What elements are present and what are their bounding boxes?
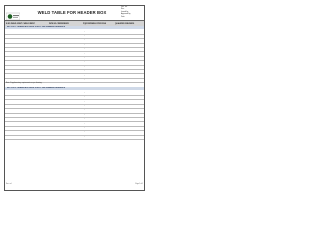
table-cell: 12 xyxy=(5,78,8,80)
table-cell: WELDER ID XX-XXX xyxy=(114,74,129,76)
table-cell: WELD JOINT DESCRIPTION xyxy=(10,91,30,93)
page-footer xyxy=(6,184,143,185)
table-cell: PQR-XX-XXX / SMAW xyxy=(82,56,98,58)
meta-line: Date xyxy=(121,15,125,18)
column-header: QUALIFIED WELDERS xyxy=(115,22,135,25)
table-cell: WPS REF / PROCESS xyxy=(48,30,64,32)
table-cell: 5 xyxy=(5,48,7,50)
table-cell: 9 xyxy=(5,126,7,128)
table-cell: WELD JOINT DESCRIPTION xyxy=(10,113,30,115)
meta-line: Issued by xyxy=(121,10,129,13)
table-cell: WELD JOINT DESCRIPTION xyxy=(10,118,30,120)
table-cell: 6 xyxy=(5,113,7,115)
section-header: SECTION 2 - HEADER BOX WELD JOINTS - SEE DRAWING REFERENCE xyxy=(5,87,144,90)
table-cell: WELDER ID XX-XXX xyxy=(114,104,129,106)
table-cell: WELDER ID XX-XXX xyxy=(114,34,129,36)
table-cell: PQR-XX-XXX / SMAW xyxy=(82,118,98,120)
table-cell: WELDER ID XX-XXX xyxy=(114,131,129,133)
table-cell: WPS REF / PROCESS xyxy=(48,131,64,133)
table-cell: WELD JOINT DESCRIPTION xyxy=(10,100,30,102)
table-cell: WPS REF / PROCESS xyxy=(48,70,64,72)
table-cell: WPS REF / PROCESS xyxy=(48,96,64,98)
meta-line: Rev. xyxy=(121,8,125,11)
table-cell: WELD JOINT DESCRIPTION xyxy=(10,39,30,41)
table-cell: WELD JOINT DESCRIPTION xyxy=(10,109,30,111)
table-cell: PQR-XX-XXX / GTAW xyxy=(82,70,98,72)
table-cell: PQR-XX-XXX / SMAW xyxy=(82,100,98,102)
table-cell: WPS REF / PROCESS xyxy=(48,52,64,54)
table-cell: WPS REF / PROCESS xyxy=(48,126,64,128)
table-cell: WELD JOINT DESCRIPTION xyxy=(10,65,30,67)
table-cell: WPS REF / PROCESS xyxy=(48,39,64,41)
table-cell: WELD JOINT DESCRIPTION xyxy=(10,135,30,137)
table-cell: WPS REF / PROCESS xyxy=(48,65,64,67)
table-cell: WELD JOINT DESCRIPTION xyxy=(10,34,30,36)
column-header: PQR REF/WELD PROCESS xyxy=(83,22,107,25)
table-cell: PQR-XX-XXX / GTAW xyxy=(82,48,98,50)
table-cell: WELD JOINT DESCRIPTION xyxy=(10,74,30,76)
table-cell: WELDER ID XX-XXX xyxy=(114,78,129,80)
table-cell: WELDER ID XX-XXX xyxy=(114,100,129,102)
column-header: WELD JOINT / WELD IDENT xyxy=(11,22,35,25)
table-cell: WELDER ID XX-XXX xyxy=(114,96,129,98)
column-header: S.NO xyxy=(6,22,11,25)
table-cell: 10 xyxy=(5,131,8,133)
column-header: WPS NO / REFERENCE xyxy=(49,22,69,25)
table-cell: 5 xyxy=(5,109,7,111)
table-cell: WELD JOINT DESCRIPTION xyxy=(10,70,30,72)
table-cell: WPS REF / PROCESS xyxy=(48,78,64,80)
table-cell: WELDER ID XX-XXX xyxy=(114,135,129,137)
table-cell: WELDER ID XX-XXX xyxy=(114,48,129,50)
table-cell: WELD JOINT DESCRIPTION xyxy=(10,43,30,45)
table-cell: WPS REF / PROCESS xyxy=(48,61,64,63)
table-cell: PQR-XX-XXX / SMAW xyxy=(82,74,98,76)
table-cell: PQR-XX-XXX / GTAW xyxy=(82,109,98,111)
table-cell: WELDER ID XX-XXX xyxy=(114,113,129,115)
table-cell: 8 xyxy=(5,61,7,63)
document-page xyxy=(0,0,149,198)
table-cell: PQR-XX-XXX / SMAW xyxy=(82,78,98,80)
table-cell: WPS REF / PROCESS xyxy=(48,135,64,137)
table-cell: 10 xyxy=(5,70,8,72)
table-cell: WELDER ID XX-XXX xyxy=(114,118,129,120)
table-cell: WELDER ID XX-XXX xyxy=(114,52,129,54)
company-logo-icon xyxy=(6,8,20,17)
table-cell: WELDER ID XX-XXX xyxy=(114,61,129,63)
table-cell: WELDER ID XX-XXX xyxy=(114,56,129,58)
table-cell: WELDER ID XX-XXX xyxy=(114,39,129,41)
table-cell: WPS REF / PROCESS xyxy=(48,43,64,45)
table-cell: PQR-XX-XXX / GTAW xyxy=(82,52,98,54)
section-note: Note: Supplementary requirements as per drawing. xyxy=(6,82,43,84)
table-cell: PQR-XX-XXX / SMAW xyxy=(82,135,98,137)
table-cell: 3 xyxy=(5,39,7,41)
table-cell: PQR-XX-XXX / SMAW xyxy=(82,61,98,63)
table-cell: WELDER ID XX-XXX xyxy=(114,30,129,32)
table-cell: WELD JOINT DESCRIPTION xyxy=(10,61,30,63)
table-cell: WPS REF / PROCESS xyxy=(48,91,64,93)
table-cell: WELD JOINT DESCRIPTION xyxy=(10,131,30,133)
document-meta-block xyxy=(121,6,144,18)
table-cell: WELDER ID XX-XXX xyxy=(114,91,129,93)
table-cell: 1 xyxy=(5,30,7,32)
table-cell: 2 xyxy=(5,34,7,36)
table-cell: WELD JOINT DESCRIPTION xyxy=(10,30,30,32)
document-title: WELD TABLE FOR HEADER BOX xyxy=(37,10,107,15)
table-cell: WELD JOINT DESCRIPTION xyxy=(10,122,30,124)
table-cell: PQR-XX-XXX / GTAW xyxy=(82,34,98,36)
table-cell: WELD JOINT DESCRIPTION xyxy=(10,78,30,80)
table-cell: WPS REF / PROCESS xyxy=(48,104,64,106)
table-cell: WELD JOINT DESCRIPTION xyxy=(10,126,30,128)
table-cell: PQR-XX-XXX / SMAW xyxy=(82,122,98,124)
table-cell: WELDER ID XX-XXX xyxy=(114,70,129,72)
table-cell: WELDER ID XX-XXX xyxy=(114,43,129,45)
table-cell: PQR-XX-XXX / SMAW xyxy=(82,39,98,41)
table-cell: WPS REF / PROCESS xyxy=(48,56,64,58)
table-cell: WPS REF / PROCESS xyxy=(48,34,64,36)
table-cell: WELDER ID XX-XXX xyxy=(114,109,129,111)
table-cell: WELD JOINT DESCRIPTION xyxy=(10,96,30,98)
table-cell: WELDER ID XX-XXX xyxy=(114,65,129,67)
footer-page-number: Page 1 of 1 xyxy=(135,184,143,185)
table-cell: 7 xyxy=(5,118,7,120)
table-cell: WPS REF / PROCESS xyxy=(48,122,64,124)
footer-left: Doc. ref. xyxy=(6,184,12,185)
table-cell: 4 xyxy=(5,43,7,45)
table-cell: PQR-XX-XXX / GTAW xyxy=(82,131,98,133)
table-cell: 7 xyxy=(5,56,7,58)
meta-line: Doc. no. xyxy=(121,6,128,8)
table-cell: WELDER ID XX-XXX xyxy=(114,122,129,124)
table-cell: WELD JOINT DESCRIPTION xyxy=(10,104,30,106)
table-cell: PQR-XX-XXX / SMAW xyxy=(82,43,98,45)
table-cell: PQR-XX-XXX / SMAW xyxy=(82,104,98,106)
table-cell: WPS REF / PROCESS xyxy=(48,48,64,50)
table-cell: PQR-XX-XXX / GTAW xyxy=(82,91,98,93)
table-cell: 3 xyxy=(5,100,7,102)
table-cell: WPS REF / PROCESS xyxy=(48,113,64,115)
section-header: SECTION 1 - HEADER BOX WELD JOINTS - SEE DRAWING REFERENCE xyxy=(5,26,144,29)
table-cell: PQR-XX-XXX / GTAW xyxy=(82,96,98,98)
table-row xyxy=(5,135,144,140)
table-cell: 8 xyxy=(5,122,7,124)
table-cell: 9 xyxy=(5,65,7,67)
table-cell: PQR-XX-XXX / GTAW xyxy=(82,30,98,32)
table-cell: WPS REF / PROCESS xyxy=(48,118,64,120)
table-cell: WPS REF / PROCESS xyxy=(48,74,64,76)
table-cell: PQR-XX-XXX / GTAW xyxy=(82,113,98,115)
table-cell: WELD JOINT DESCRIPTION xyxy=(10,48,30,50)
table-cell: WPS REF / PROCESS xyxy=(48,109,64,111)
meta-line: Approved by xyxy=(121,13,131,16)
table-cell: PQR-XX-XXX / GTAW xyxy=(82,126,98,128)
table-cell: PQR-XX-XXX / GTAW xyxy=(82,65,98,67)
table-cell: 6 xyxy=(5,52,7,54)
table-cell: 11 xyxy=(5,135,8,137)
table-cell: WPS REF / PROCESS xyxy=(48,100,64,102)
table-cell: WELD JOINT DESCRIPTION xyxy=(10,52,30,54)
table-cell: WELDER ID XX-XXX xyxy=(114,126,129,128)
table-cell: 1 xyxy=(5,91,7,93)
table-cell: 4 xyxy=(5,104,7,106)
table-cell: 2 xyxy=(5,96,7,98)
table-cell: WELD JOINT DESCRIPTION xyxy=(10,56,30,58)
table-cell: 11 xyxy=(5,74,8,76)
